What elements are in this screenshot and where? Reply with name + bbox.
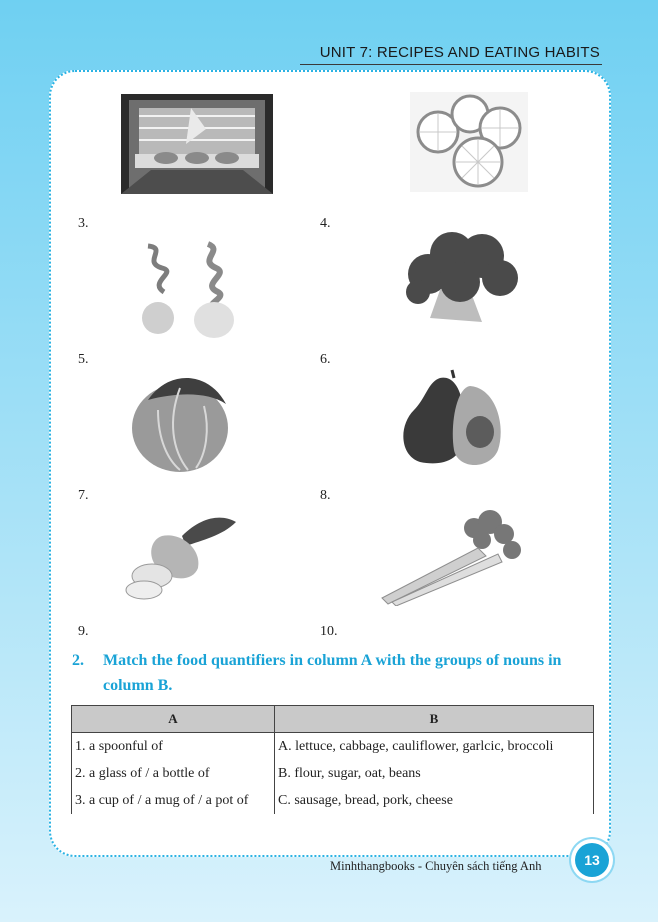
oven-roast-image bbox=[121, 94, 273, 194]
item-number: 8. bbox=[320, 488, 331, 503]
avocado-image bbox=[400, 366, 504, 470]
unit-title-rule bbox=[300, 64, 602, 65]
column-b-cell: A. lettuce, cabbage, cauliflower, garlcic, broccoli bbox=[275, 733, 594, 761]
column-b-header: B bbox=[275, 706, 594, 733]
task-number: 2. bbox=[72, 652, 84, 669]
ginger-image bbox=[122, 506, 238, 602]
column-b-cell: B. flour, sugar, oat, beans bbox=[275, 760, 594, 787]
item-number: 6. bbox=[320, 352, 331, 367]
celery-image bbox=[378, 506, 526, 606]
column-b-cell: C. sausage, bread, pork, cheese bbox=[275, 787, 594, 814]
table-row bbox=[72, 733, 594, 761]
column-a-cell: 2. a glass of / a bottle of bbox=[72, 760, 275, 787]
column-a-cell: 1. a spoonful of bbox=[72, 733, 275, 761]
matching-table bbox=[71, 705, 594, 814]
item-number: 9. bbox=[78, 624, 89, 639]
broccoli-image bbox=[400, 230, 522, 330]
task-text: Match the food quantifiers in column A with the groups of nouns in column B. bbox=[103, 652, 562, 694]
item-number: 5. bbox=[78, 352, 89, 367]
table-row bbox=[72, 760, 594, 787]
table-row bbox=[72, 787, 594, 814]
column-a-cell: 3. a cup of / a mug of / a pot of bbox=[72, 787, 275, 814]
peeled-apple-image bbox=[128, 238, 240, 340]
column-a-header: A bbox=[72, 706, 275, 733]
publisher-footer: Minhthangbooks - Chuyên sách tiếng Anh bbox=[330, 859, 542, 873]
item-number: 7. bbox=[78, 488, 89, 503]
page-number-badge: 13 bbox=[575, 843, 609, 877]
item-number: 10. bbox=[320, 624, 338, 639]
lemon-slices-image bbox=[410, 92, 528, 192]
cabbage-image bbox=[128, 370, 232, 476]
unit-title: UNIT 7: RECIPES AND EATING HABITS bbox=[319, 44, 600, 61]
item-number: 3. bbox=[78, 216, 89, 231]
item-number: 4. bbox=[320, 216, 331, 231]
